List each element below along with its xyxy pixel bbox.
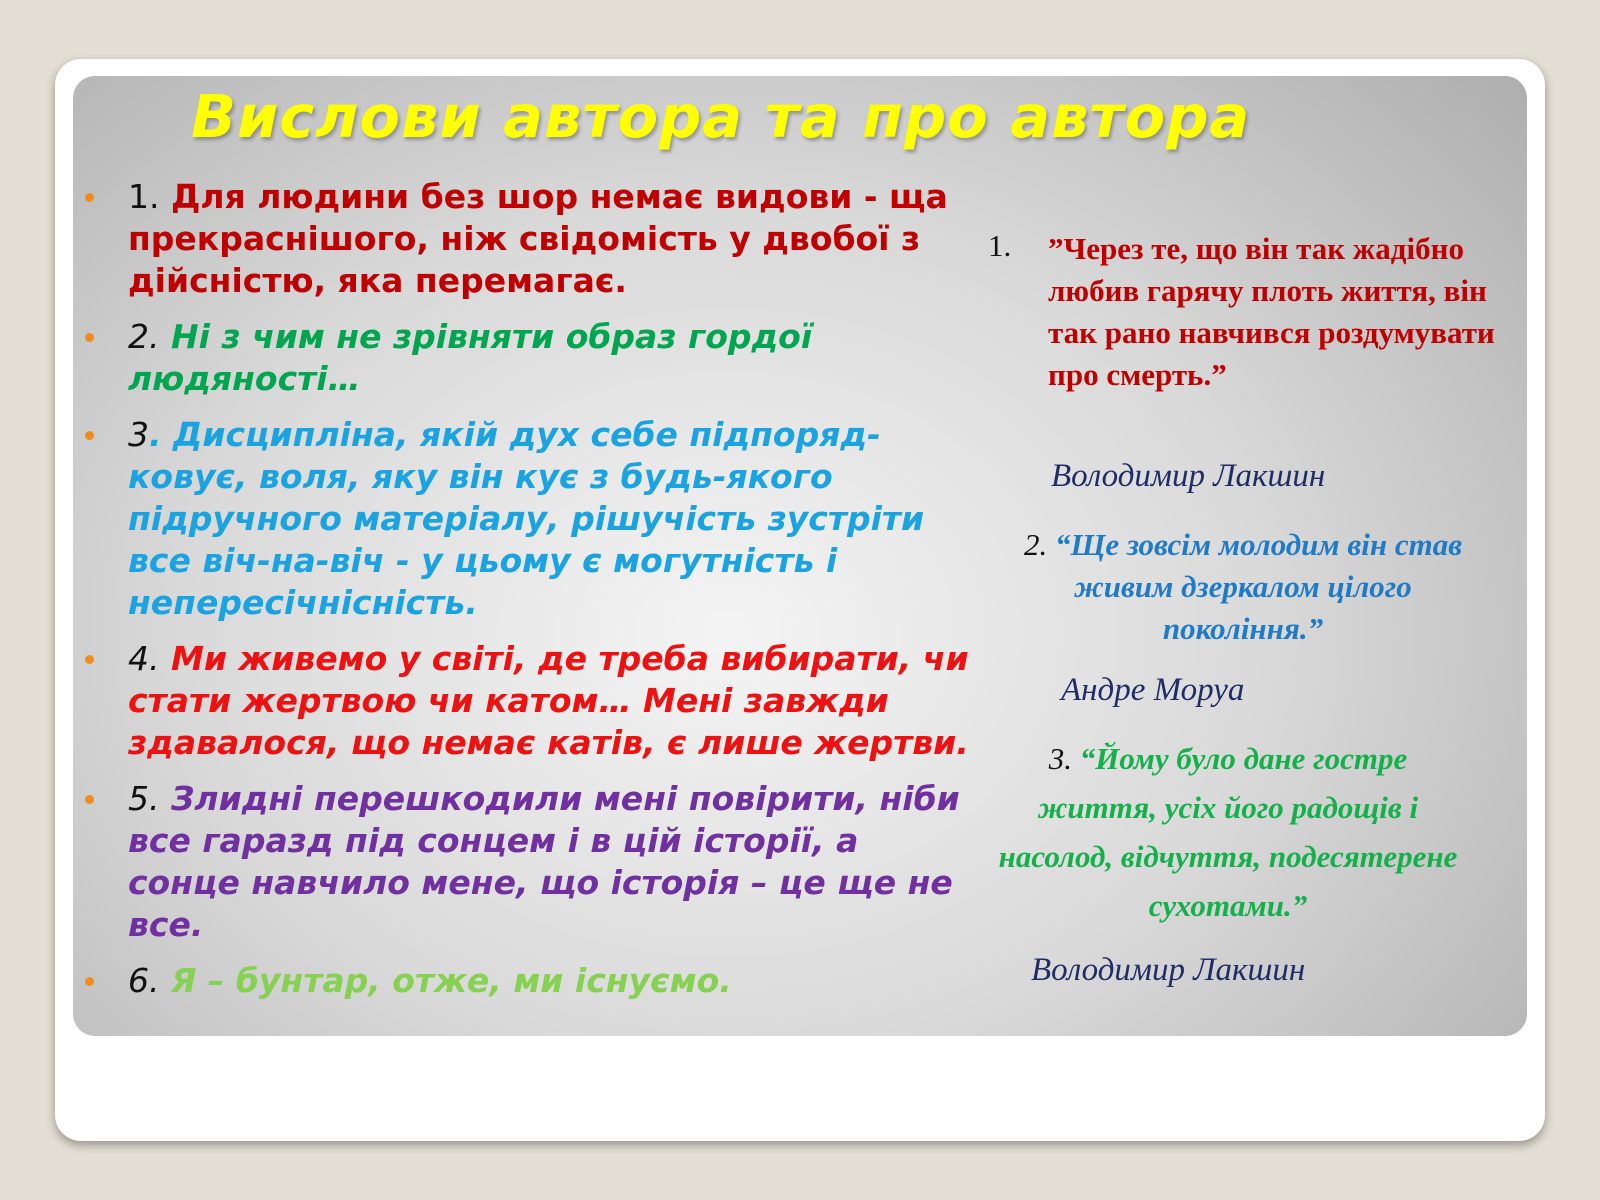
bullet-icon: [85, 795, 94, 804]
about-quote-number: 1.: [988, 228, 1012, 263]
slide-content-panel: [73, 76, 1527, 1036]
list-item: [73, 316, 978, 400]
quote-author: Андре Моруа: [1061, 672, 1245, 708]
quote-author: Володимир Лакшин: [1031, 952, 1306, 988]
list-item: [73, 778, 978, 946]
bullet-icon: [85, 977, 94, 986]
about-quote-block: [998, 734, 1458, 930]
bullet-icon: [85, 655, 94, 664]
bullet-icon: [85, 333, 94, 342]
about-quote-number: 2.: [1023, 527, 1048, 562]
bullet-icon: [85, 193, 94, 202]
about-quote-text: ”Через те, що він так жадібно любив гарячу плоть життя, він так рано навчився роздумувати про смерть.”: [1048, 231, 1495, 392]
quote-text: Ми живемо у світі, де треба вибирати, чи стати жертвою чи катом… Мені завжди здавалося, що немає катів, є лише жертви.: [128, 639, 969, 762]
quote-number: 5.: [128, 779, 160, 818]
quote-text: Злидні перешкодили мені повірити, ніби все гаразд під сонцем і в цій історії, а сонце навчило мене, що історія – це ще не все.: [128, 779, 960, 944]
quote-number: 6.: [128, 961, 160, 1000]
slide-title: Вислови автора та про автора: [191, 82, 1251, 151]
quote-number: 2.: [128, 317, 160, 356]
list-item: [73, 176, 978, 302]
quote-number: 4.: [128, 639, 160, 678]
about-quote-block: [993, 524, 1493, 650]
about-quote-text: “Йому було дане гостре життя, усіх його радощів і насолод, відчуття, подесятерене сухотами.”: [998, 741, 1458, 923]
list-item: [73, 960, 978, 1002]
list-item: [73, 414, 978, 624]
about-quote-number: 3.: [1048, 741, 1072, 776]
quote-text: Для людини без шор немає видови - ща прекраснішого, ніж свідомість у двобої з дійсністю, яка перемагає.: [128, 177, 948, 300]
list-item: [73, 638, 978, 764]
quote-number: 1.: [128, 177, 160, 216]
quote-text: Ні з чим не зрівняти образ гордої людяності…: [128, 317, 813, 398]
about-quote-text: “Ще зовсім молодим він став живим дзеркалом цілого покоління.”: [1047, 527, 1463, 646]
quote-text: . Дисципліна, якій дух себе підпоряд-ковує, воля, яку він кує з будь-якого підручного матеріалу, рішучість зустріти все віч-на-віч - у цьому є могутність і непересічнісність.: [128, 415, 925, 622]
quote-number: 3: [128, 415, 149, 454]
quote-text: Я – бунтар, отже, ми існуємо.: [159, 961, 732, 1000]
quote-author: Володимир Лакшин: [1051, 458, 1326, 494]
bullet-icon: [85, 431, 94, 440]
author-quotes-list: [73, 176, 978, 1016]
